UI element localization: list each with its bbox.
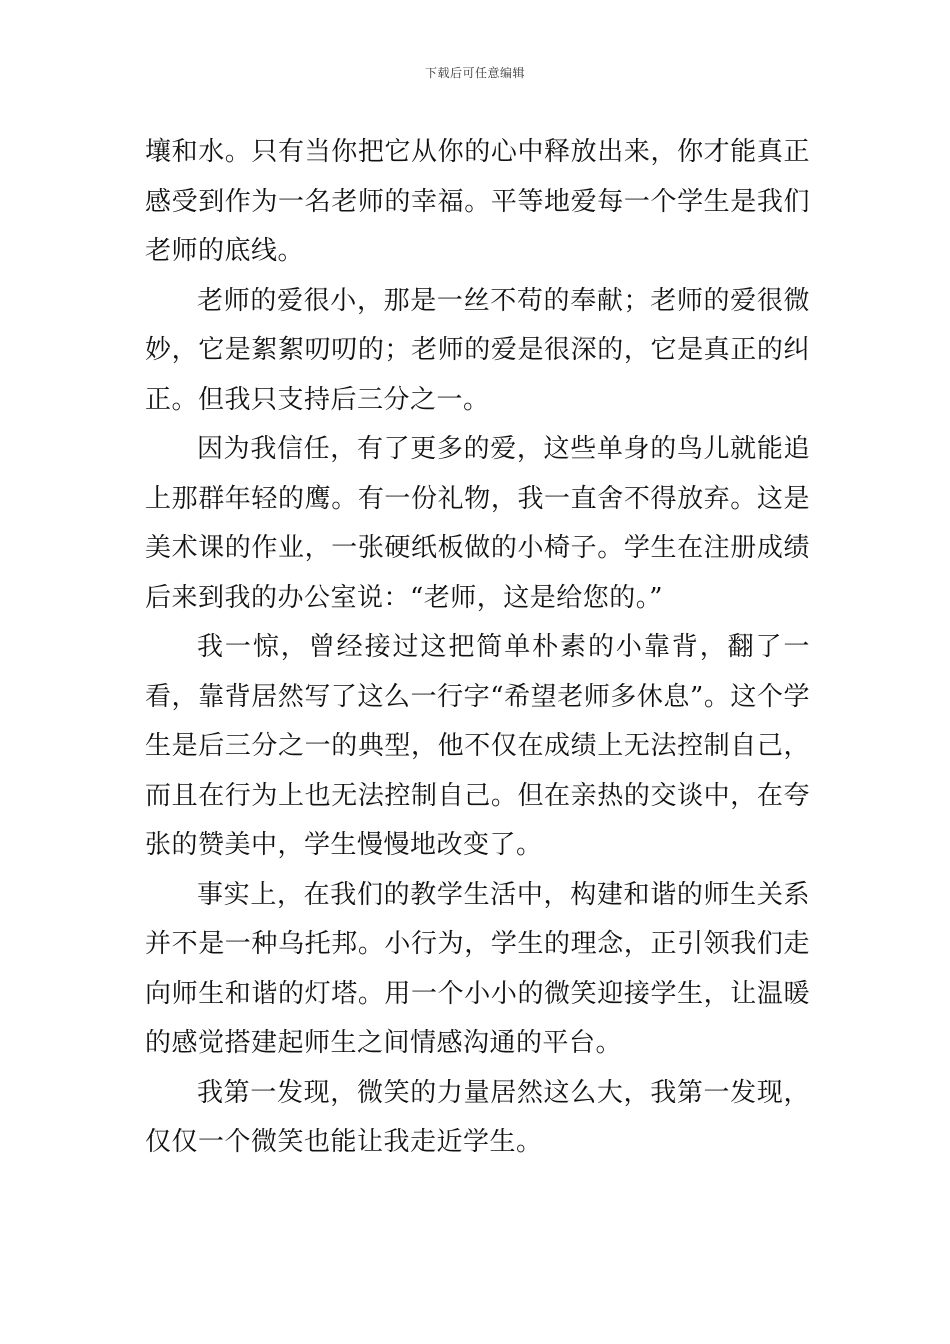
paragraph-3: 因为我信任，有了更多的爱，这些单身的鸟儿就能追上那群年轻的鹰。有一份礼物，我一直舍不得放弃。这是美术课的作业，一张硬纸板做的小椅子。学生在注册成绩后来到我的办公室说：“老师，这是给您的。” [145, 434, 810, 613]
document-body [145, 128, 810, 1168]
paragraph-2: 老师的爱很小，那是一丝不苟的奉献；老师的爱很微妙，它是絮絮叨叨的；老师的爱是很深的，它是真正的纠正。但我只支持后三分之一。 [145, 285, 810, 415]
page-header-note: 下载后可任意编辑 [424, 66, 525, 80]
paragraph-4: 我一惊，曾经接过这把简单朴素的小靠背，翻了一看，靠背居然写了这么一行字“希望老师多休息”。这个学生是后三分之一的典型，他不仅在成绩上无法控制自己，而且在行为上也无法控制自己。但在亲热的交谈中，在夸张的赞美中，学生慢慢地改变了。 [145, 632, 810, 860]
paragraph-1: 壤和水。只有当你把它从你的心中释放出来，你才能真正感受到作为一名老师的幸福。平等地爱每一个学生是我们老师的底线。 [145, 137, 810, 266]
paragraph-6: 我第一发现，微笑的力量居然这么大，我第一发现，仅仅一个微笑也能让我走近学生。 [145, 1077, 810, 1157]
paragraph-5: 事实上，在我们的教学生活中，构建和谐的师生关系并不是一种乌托邦。小行为，学生的理念，正引领我们走向师生和谐的灯塔。用一个小小的微笑迎接学生，让温暖的感觉搭建起师生之间情感沟通的平台。 [145, 879, 810, 1058]
